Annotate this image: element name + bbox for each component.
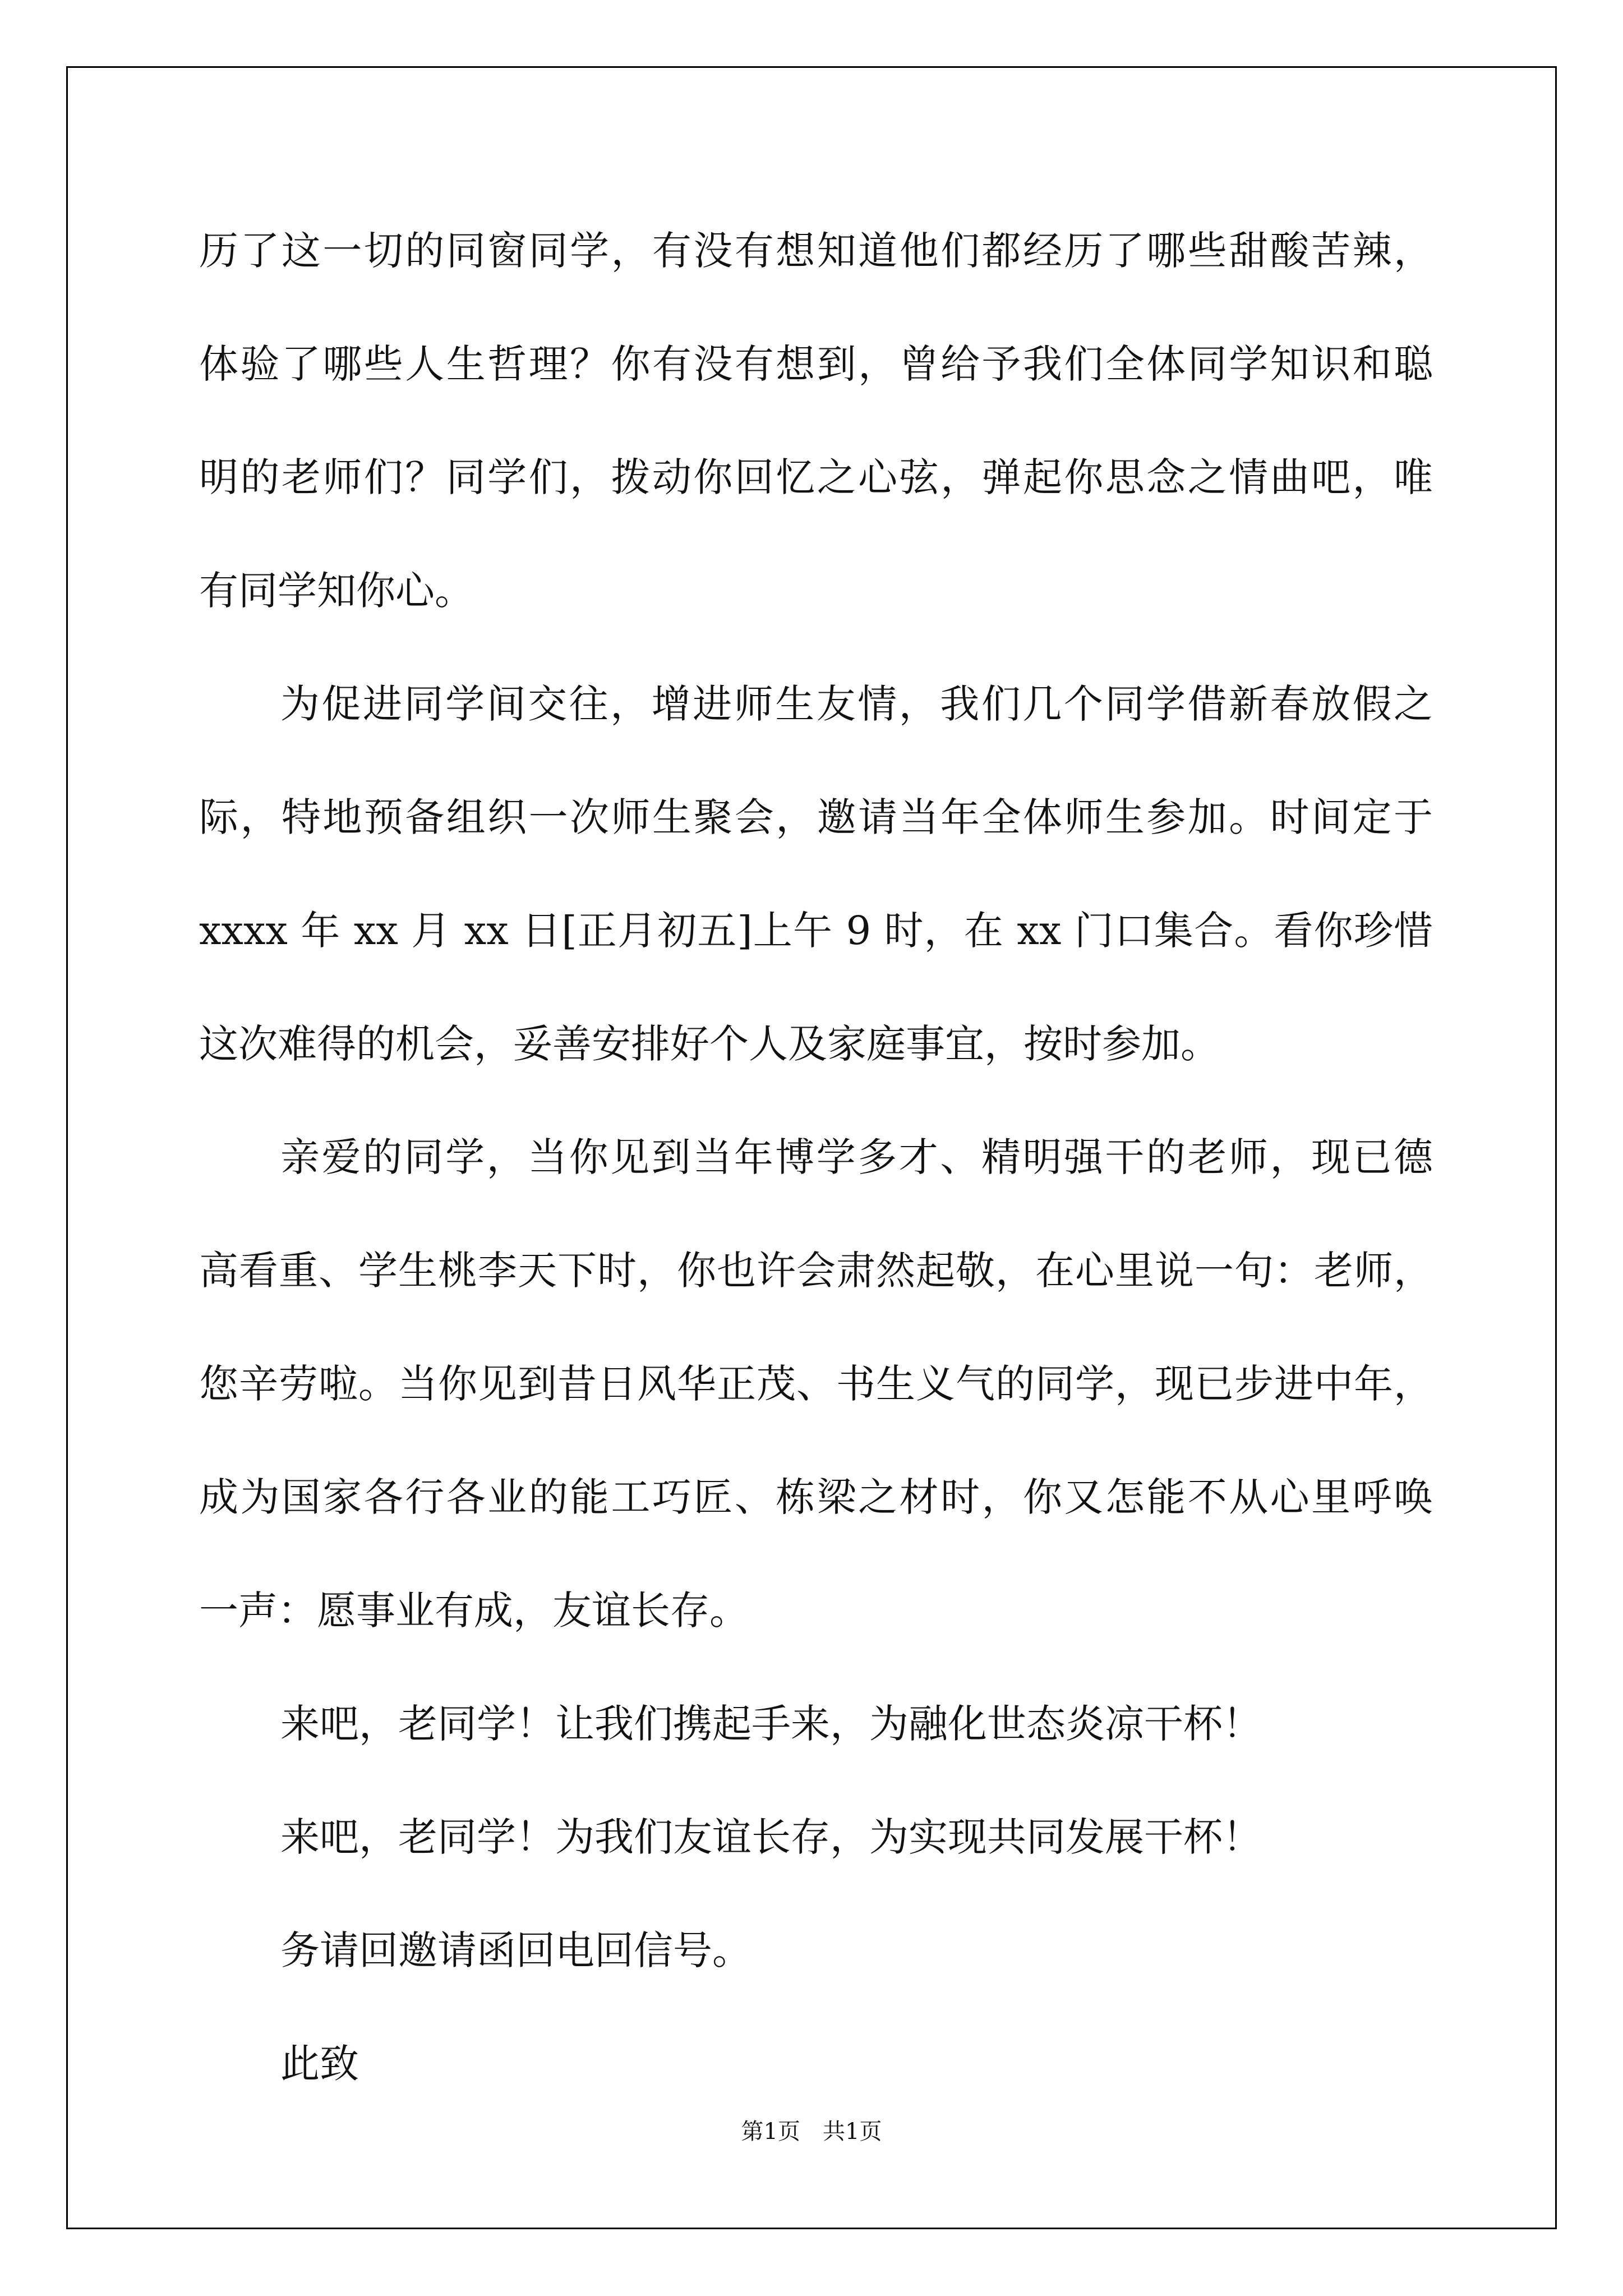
- text-line-1: 历了这一切的同窗同学，有没有想知道他们都经历了哪些甜酸苦辣，: [199, 228, 1433, 274]
- paragraph-2-line-3: xxxx 年 xx 月 xx 日[正月初五]上午 9 时，在 xx 门口集合。看你珍惜: [199, 908, 1433, 954]
- paragraph-3-line-2: 高看重、学生桃李天下时，你也许会肃然起敬，在心里说一句：老师，: [199, 1248, 1433, 1294]
- page-number: 第1页: [741, 2119, 800, 2145]
- paragraph-5-line-1: 来吧，老同学！为我们友谊长存，为实现共同发展干杯！: [280, 1814, 1262, 1860]
- paragraph-6-line-1: 务请回邀请函回电回信号。: [280, 1927, 751, 1973]
- paragraph-3-line-1: 亲爱的同学，当你见到当年博学多才、精明强干的老师，现已德: [280, 1134, 1433, 1180]
- text-line-3: 明的老师们？同学们，拨动你回忆之心弦，弹起你思念之情曲吧，唯: [199, 454, 1433, 500]
- paragraph-7-line-1: 此致: [280, 2041, 359, 2087]
- text-line-4: 有同学知你心。: [199, 568, 474, 614]
- paragraph-4-line-1: 来吧，老同学！让我们携起手来，为融化世态炎凉干杯！: [280, 1701, 1262, 1747]
- page-total: 共1页: [823, 2119, 882, 2145]
- paragraph-2-line-4: 这次难得的机会，妥善安排好个人及家庭事宜，按时参加。: [199, 1021, 1220, 1067]
- paragraph-2-line-2: 际，特地预备组织一次师生聚会，邀请当年全体师生参加。时间定于: [199, 794, 1433, 840]
- text-line-2: 体验了哪些人生哲理？你有没有想到，曾给予我们全体同学知识和聪: [199, 341, 1433, 387]
- page-footer: [0, 2114, 1623, 2146]
- paragraph-3-line-4: 成为国家各行各业的能工巧匠、栋梁之材时，你又怎能不从心里呼唤: [199, 1474, 1433, 1520]
- paragraph-3-line-5: 一声：愿事业有成，友谊长存。: [199, 1588, 749, 1634]
- paragraph-2-line-1: 为促进同学间交往，增进师生友情，我们几个同学借新春放假之: [280, 681, 1433, 727]
- paragraph-3-line-3: 您辛劳啦。当你见到昔日风华正茂、书生义气的同学，现已步进中年，: [199, 1361, 1433, 1407]
